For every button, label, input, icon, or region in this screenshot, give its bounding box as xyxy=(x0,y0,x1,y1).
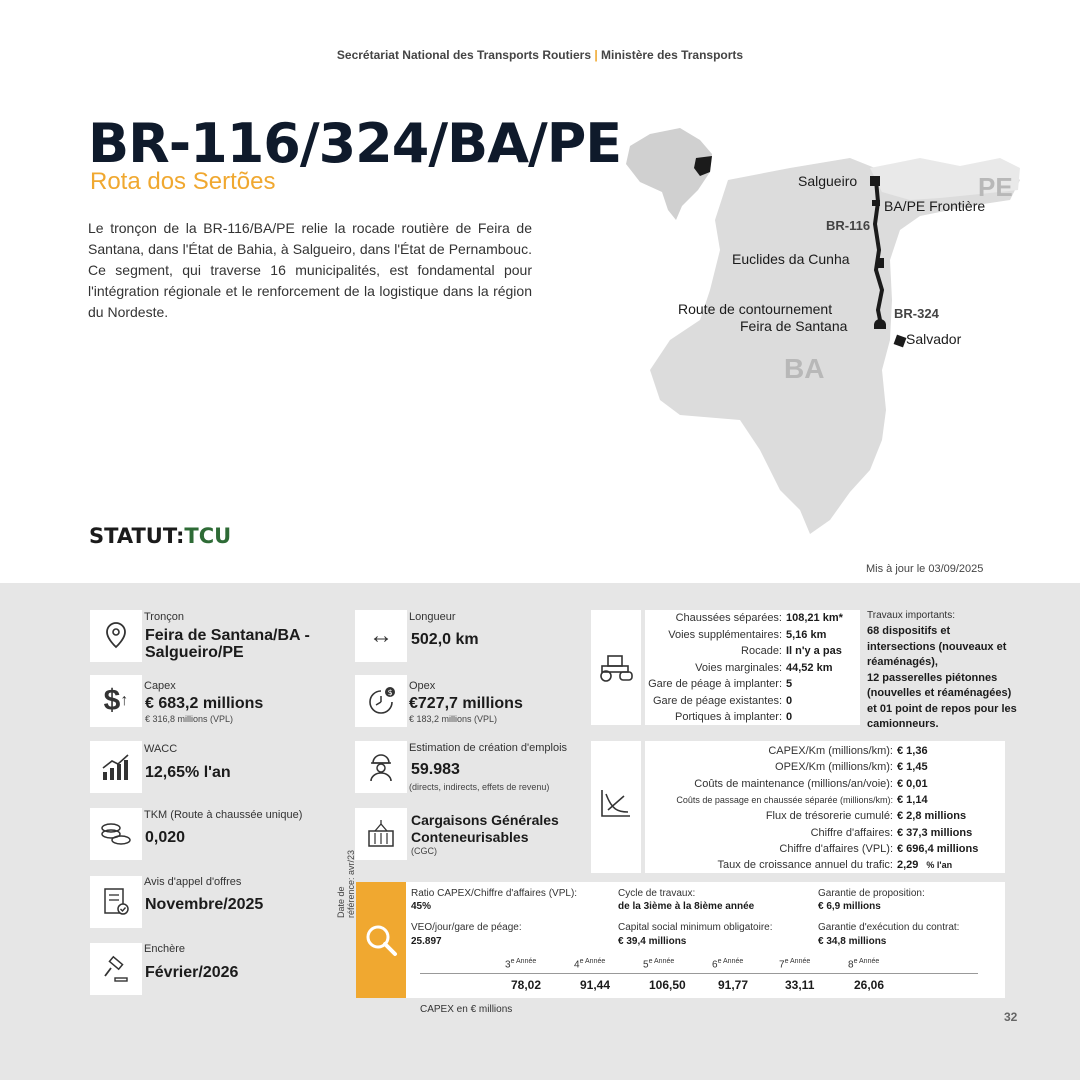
emplois-sub: (directs, indirects, effets de revenu) xyxy=(409,782,550,792)
year-suffix: e Année xyxy=(510,958,537,965)
status-badge: TCU xyxy=(184,524,232,548)
map-label-route2: Feira de Santana xyxy=(740,318,848,334)
troncon-value-1: Feira de Santana/BA - xyxy=(145,627,310,644)
cargaisons-value-2: Conteneurisables xyxy=(411,829,529,845)
status-label: STATUT:TCU xyxy=(89,524,232,548)
troncon-value-2: Salgueiro/PE xyxy=(145,644,244,661)
chart-curve-icon xyxy=(598,788,632,825)
map-label-salgueiro: Salgueiro xyxy=(798,173,858,189)
header-right: Ministère des Transports xyxy=(601,48,744,62)
tkm-value: 0,020 xyxy=(145,829,186,846)
garantie-exec-label: Garantie d'exécution du contrat: xyxy=(818,922,960,933)
works-row xyxy=(645,612,843,624)
year-header xyxy=(643,958,674,970)
works-row xyxy=(645,711,792,723)
works-row-value: 108,21 km* xyxy=(786,612,843,624)
year-header xyxy=(505,958,536,970)
travaux-line: (nouvelles et réaménagées) xyxy=(867,687,1012,699)
finance-row-key: Coûts de maintenance (millions/an/voie): xyxy=(694,777,893,790)
travaux-line: 68 dispositifs et xyxy=(867,625,951,637)
magnifier-box xyxy=(356,882,406,998)
finance-row-key: Chiffre d'affaires: xyxy=(810,826,893,839)
map-label-frontiere: BA/PE Frontière xyxy=(884,198,986,214)
finance-row-value: 2,29 xyxy=(897,859,919,872)
ba-state-shape xyxy=(650,158,1020,534)
salvador-marker xyxy=(894,335,907,348)
travaux-label: Travaux importants: xyxy=(867,610,955,621)
finance-row xyxy=(645,859,952,871)
location-pin-icon xyxy=(90,610,142,662)
wacc-value: 12,65% l'an xyxy=(145,764,231,781)
finance-row-key: OPEX/Km (millions/km): xyxy=(775,761,893,774)
year-number: 7 xyxy=(779,959,785,971)
appel-value: Novembre/2025 xyxy=(145,896,264,913)
finance-row xyxy=(645,827,972,839)
years-divider xyxy=(420,973,978,974)
header-line xyxy=(0,48,1080,62)
works-row-value: 5 xyxy=(786,678,793,690)
works-row xyxy=(645,678,792,690)
finance-row-value: € 37,3 millions xyxy=(897,826,973,839)
finance-row-value: € 0,01 xyxy=(897,777,928,790)
map-label-br324: BR-324 xyxy=(894,306,939,321)
year-value: 106,50 xyxy=(649,978,686,992)
works-row-value: 5,16 km xyxy=(786,628,827,641)
page-number: 32 xyxy=(1004,1010,1018,1024)
document-check-icon xyxy=(90,876,142,928)
route-map xyxy=(620,120,1080,540)
finance-row xyxy=(645,778,928,790)
tkm-label: TKM (Route à chaussée unique) xyxy=(144,809,303,821)
finance-row xyxy=(645,761,928,773)
opex-value: €727,7 millions xyxy=(409,695,523,712)
capex-value: € 683,2 millions xyxy=(145,695,264,712)
enchere-value: Février/2026 xyxy=(145,964,239,981)
container-icon xyxy=(355,808,407,860)
map-label-euclides: Euclides da Cunha xyxy=(732,251,850,267)
veo-label: VEO/jour/gare de péage: xyxy=(411,922,522,933)
finance-row-key: Chiffre d'affaires (VPL): xyxy=(779,842,893,855)
year-value: 78,02 xyxy=(511,978,542,992)
cycle-value: de la 3ième à la 8ième année xyxy=(618,901,755,912)
opex-sub: € 183,2 millions (VPL) xyxy=(409,714,498,724)
works-row xyxy=(645,662,832,674)
year-value: 26,06 xyxy=(854,978,885,992)
enchere-label: Enchère xyxy=(144,943,185,955)
page-subtitle: Rota dos Sertões xyxy=(90,168,276,195)
emplois-label: Estimation de création d'emplois xyxy=(409,742,568,754)
capex-label: Capex xyxy=(144,680,176,692)
frontiere-marker xyxy=(872,200,880,206)
map-label-ba: BA xyxy=(784,353,825,384)
year-header xyxy=(712,958,743,970)
capital-label: Capital social minimum obligatoire: xyxy=(618,922,773,933)
euclides-marker xyxy=(876,258,884,268)
finance-row-unit: % l'an xyxy=(926,860,953,871)
finance-row-value: € 2,8 millions xyxy=(897,810,967,823)
works-row-value: Il n'y a pas xyxy=(786,645,842,657)
travaux-line: intersections (nouveaux et xyxy=(867,640,1007,653)
works-row-key: Gare de péage à implanter: xyxy=(648,678,782,690)
clock-dollar-icon xyxy=(355,675,407,727)
map-label-salvador: Salvador xyxy=(906,331,962,347)
cargaisons-sub: (CGC) xyxy=(411,846,437,856)
capital-value: € 39,4 millions xyxy=(618,936,687,947)
map-label-pe: PE xyxy=(978,172,1013,202)
year-number: 3 xyxy=(505,959,511,971)
year-value: 33,11 xyxy=(785,978,815,992)
garantie-prop-value: € 6,9 millions xyxy=(818,901,881,912)
works-row xyxy=(645,695,792,707)
year-number: 8 xyxy=(848,959,854,971)
year-suffix: e Année xyxy=(853,958,880,965)
finance-row xyxy=(645,843,978,855)
page-title: BR-116/324/BA/PE xyxy=(88,112,622,175)
year-number: 5 xyxy=(643,959,649,971)
works-row-key: Voies marginales: xyxy=(695,661,782,674)
dollar-growth-icon: $ ↑ xyxy=(90,675,142,727)
emplois-value: 59.983 xyxy=(411,761,460,778)
year-suffix: e Année xyxy=(648,958,675,965)
ratio-value: 45% xyxy=(411,901,432,912)
works-row-key: Gare de péage existantes: xyxy=(652,694,782,707)
garantie-prop-label: Garantie de proposition: xyxy=(818,888,925,899)
map-label-br116: BR-116 xyxy=(826,218,871,233)
capex-note: CAPEX en € millions xyxy=(420,1004,513,1015)
gavel-icon xyxy=(90,943,142,995)
works-row-key: Voies supplémentaires: xyxy=(668,628,782,641)
works-row-key: Portiques à implanter: xyxy=(675,711,782,723)
finance-row xyxy=(645,745,928,757)
appel-label: Avis d'appel d'offres xyxy=(144,876,242,888)
year-value: 91,77 xyxy=(718,978,749,992)
year-number: 4 xyxy=(574,959,580,971)
coins-icon xyxy=(90,808,142,860)
year-suffix: e Année xyxy=(717,958,744,965)
svg-text:$: $ xyxy=(387,688,393,697)
header-left: Secrétariat National des Transports Routiers xyxy=(336,48,591,62)
travaux-line: et 01 point de repos pour les xyxy=(867,702,1017,715)
map-label-route1: Route de contournement xyxy=(678,301,833,317)
finance-row-key: Flux de trésorerie cumulé: xyxy=(765,810,893,823)
travaux-line: 12 passerelles piétonnes xyxy=(867,671,998,684)
works-row-key: Chaussées séparées: xyxy=(675,612,782,624)
finance-row xyxy=(645,794,928,806)
cycle-label: Cycle de travaux: xyxy=(618,888,696,899)
finance-row xyxy=(645,810,966,822)
finance-row-key: Taux de croissance annuel du trafic: xyxy=(717,859,893,872)
troncon-label: Tronçon xyxy=(144,611,184,623)
longueur-label: Longueur xyxy=(409,611,456,623)
year-header xyxy=(848,958,879,970)
intro-paragraph: Le tronçon de la BR-116/BA/PE relie la rocade routière de Feira de Santana, dans l'État de Bahia, à Salgueiro, dans l'État de Pernambouc. Ce segment, qui traverse 16 municipalités, est fondamental pour l'intégration régionale et le renforcement de la logistique dans la région du Nordeste. xyxy=(88,220,532,320)
works-row-key: Rocade: xyxy=(741,645,782,657)
cargaisons-value-1: Cargaisons Générales xyxy=(411,812,559,828)
longueur-value: 502,0 km xyxy=(411,631,479,648)
finance-row-value: € 1,36 xyxy=(897,745,928,757)
double-arrow-icon: ↔ xyxy=(355,610,407,662)
year-number: 6 xyxy=(712,959,718,971)
finance-row-key: Coûts de passage en chaussée séparée (millions/km): xyxy=(676,794,893,805)
works-row-value: 44,52 km xyxy=(786,661,833,674)
opex-label: Opex xyxy=(409,680,436,692)
year-header xyxy=(779,958,810,970)
works-row xyxy=(645,645,842,657)
search-icon xyxy=(363,922,399,958)
ratio-label: Ratio CAPEX/Chiffre d'affaires (VPL): xyxy=(411,888,578,899)
road-roller-icon xyxy=(596,650,636,689)
finance-row-value: € 1,14 xyxy=(897,793,928,806)
bar-chart-growth-icon xyxy=(90,741,142,793)
header-separator: | xyxy=(594,48,598,62)
year-value: 91,44 xyxy=(580,978,611,992)
finance-row-value: € 1,45 xyxy=(897,761,928,774)
capex-sub: € 316,8 millions (VPL) xyxy=(145,714,234,724)
finance-row-value: € 696,4 millions xyxy=(897,842,979,855)
year-header xyxy=(574,958,605,970)
works-row-value: 0 xyxy=(786,711,793,723)
works-row-value: 0 xyxy=(786,694,793,707)
updated-date: Mis à jour le 03/09/2025 xyxy=(866,563,984,575)
salgueiro-marker xyxy=(870,176,880,186)
year-suffix: e Année xyxy=(579,958,606,965)
travaux-line: camionneurs. xyxy=(867,718,939,730)
worker-icon xyxy=(355,741,407,793)
finance-row-key: CAPEX/Km (millions/km): xyxy=(768,745,893,757)
works-row xyxy=(645,629,826,641)
garantie-exec-value: € 34,8 millions xyxy=(818,936,887,947)
wacc-label: WACC xyxy=(144,743,178,755)
year-suffix: e Année xyxy=(784,958,811,965)
reference-date: Date de référence: avr/23 xyxy=(336,849,356,918)
veo-value: 25.897 xyxy=(411,936,442,947)
travaux-line: réaménagés), xyxy=(867,656,938,668)
